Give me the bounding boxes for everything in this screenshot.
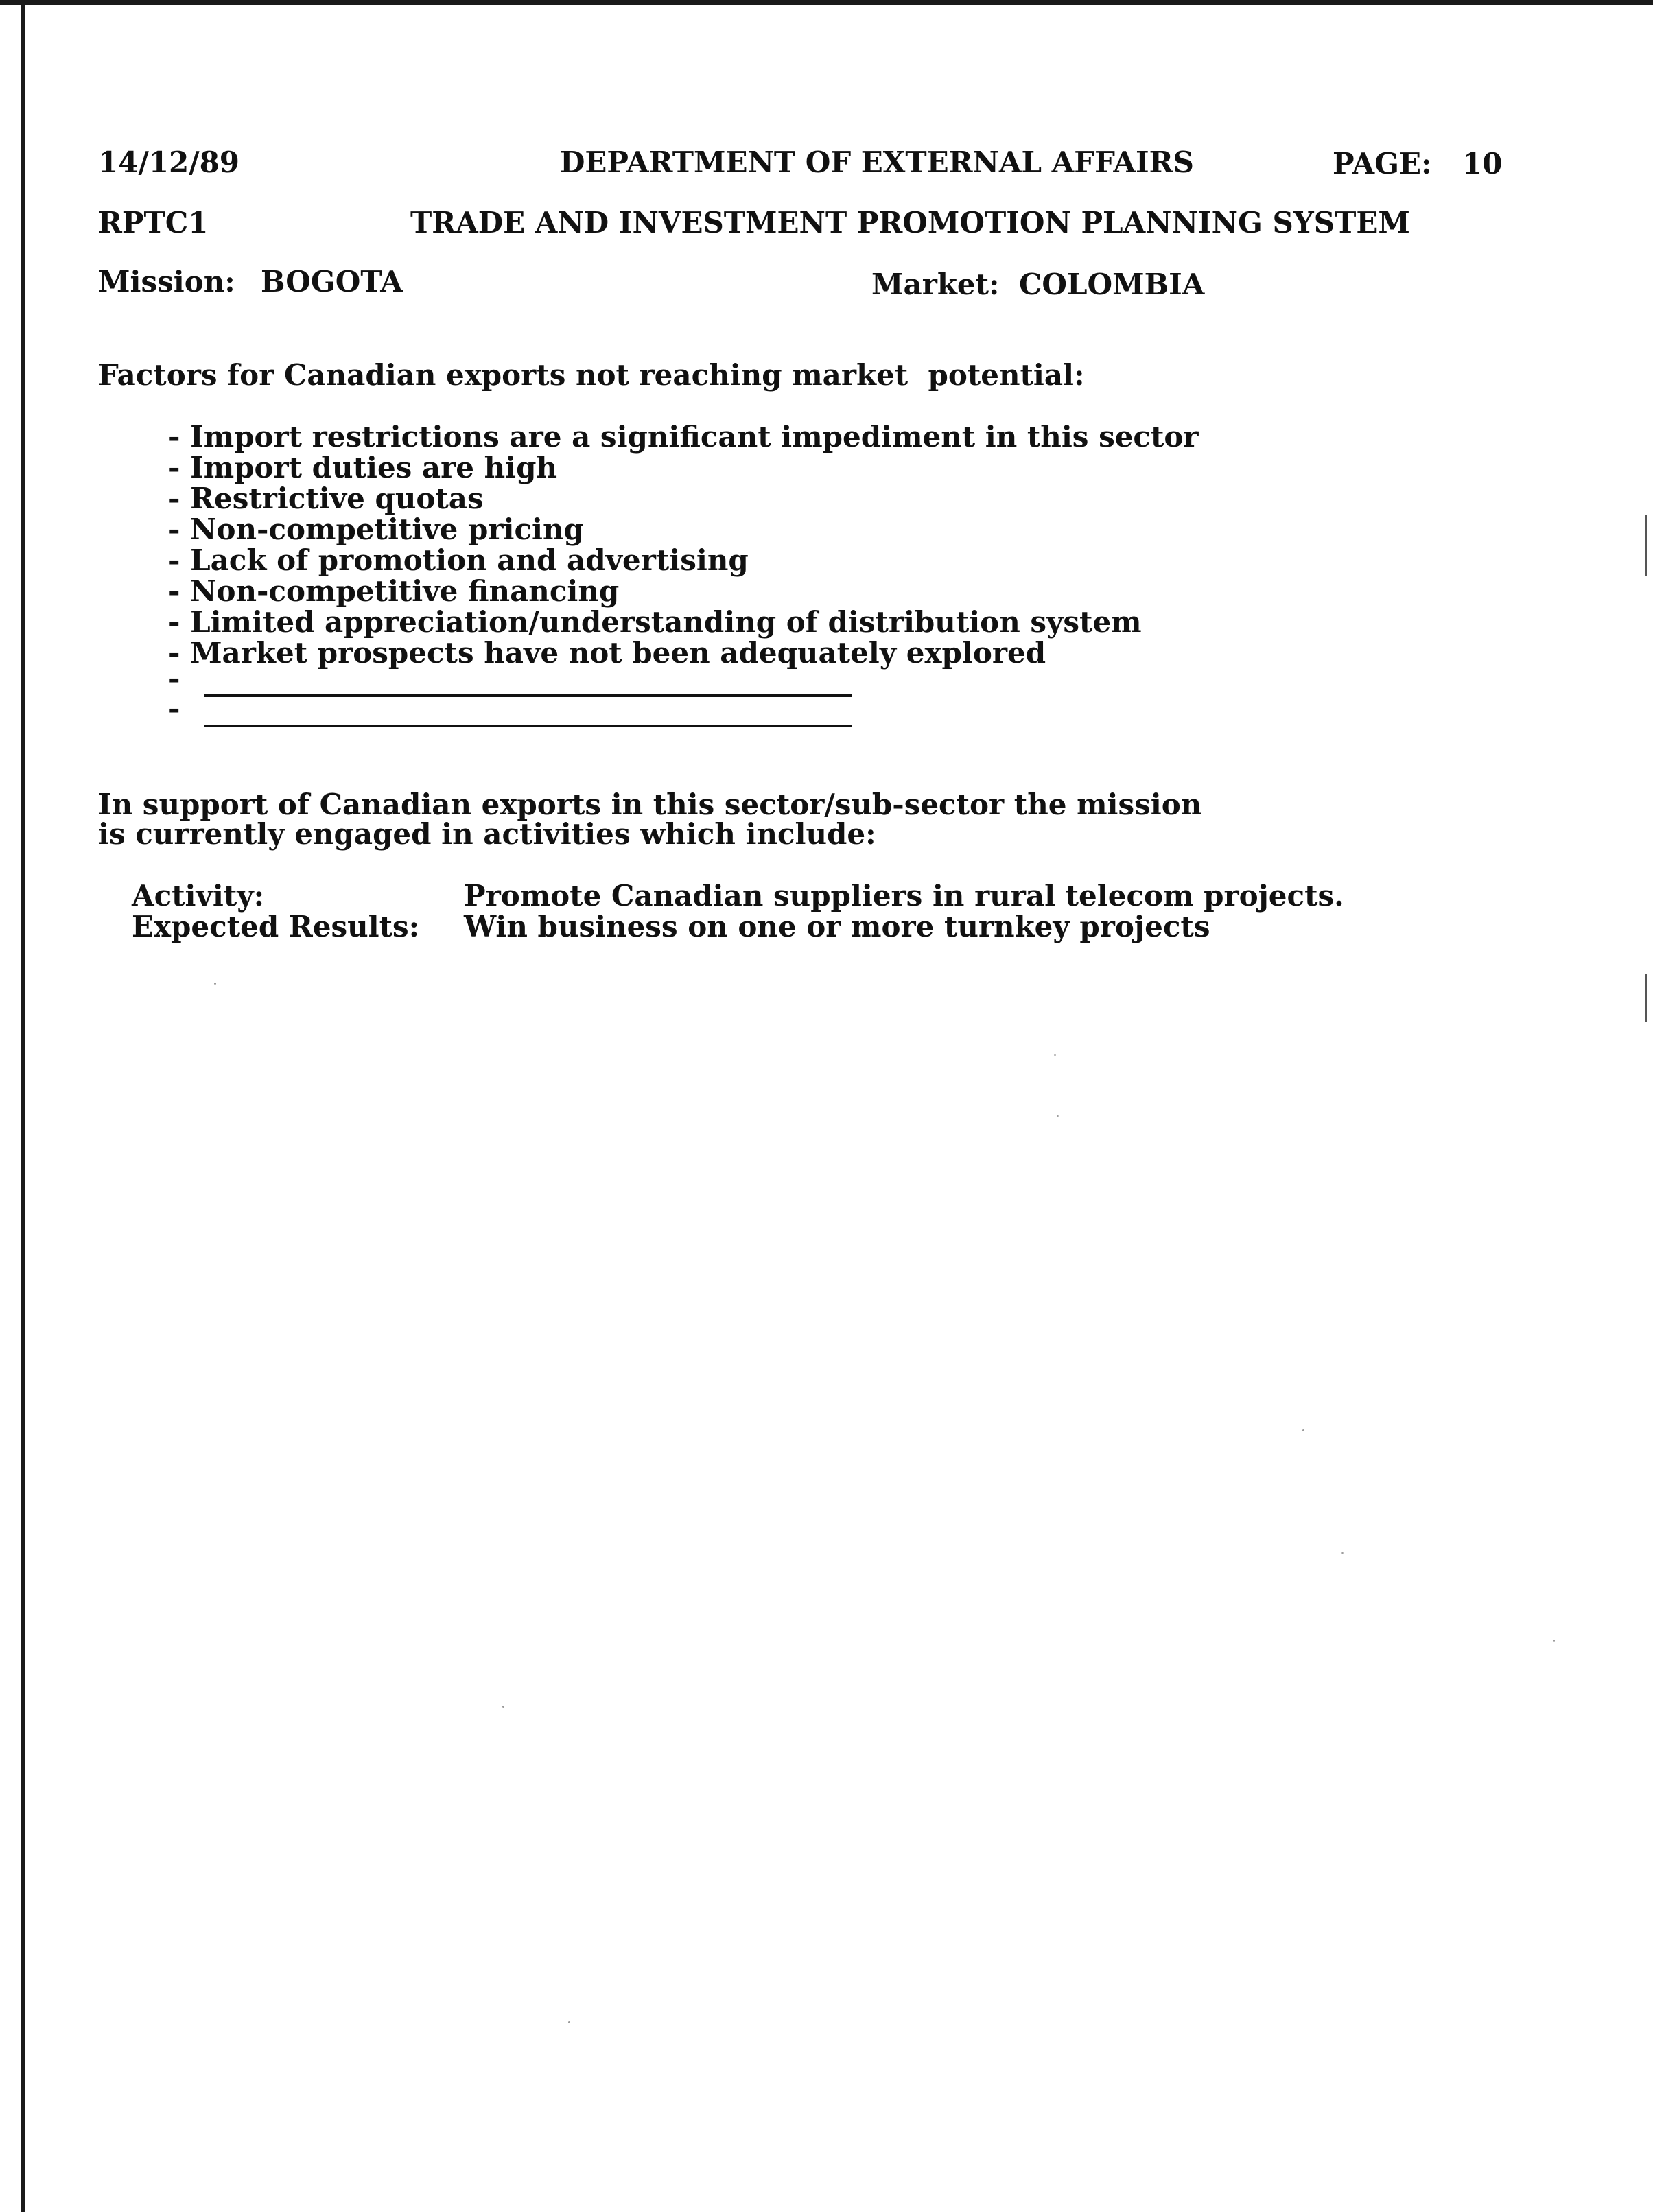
factor-text: Non-competitive pricing — [190, 513, 584, 546]
list-item — [168, 515, 584, 544]
mission-value: BOGOTA — [261, 265, 403, 298]
list-item — [168, 636, 1046, 670]
scan-left-edge — [21, 0, 25, 2212]
scan-speck — [502, 1706, 504, 1708]
item-dash: - — [168, 451, 180, 484]
activity-value: Promote Canadian suppliers in rural telecom projects. — [464, 879, 1344, 913]
system-title: TRADE AND INVESTMENT PROMOTION PLANNING SYSTEM — [410, 206, 1410, 239]
report-code: RPTC1 — [98, 206, 209, 239]
mission-label: Mission: — [98, 265, 235, 298]
item-dash: - — [168, 605, 180, 639]
report-date: 14/12/89 — [98, 145, 240, 179]
support-paragraph-line-1: In support of Canadian exports in this sector/sub-sector the mission — [98, 788, 1202, 821]
item-dash: - — [168, 636, 180, 670]
item-dash: - — [168, 574, 180, 608]
expected-results-value: Win business on one or more turnkey projects — [464, 910, 1210, 943]
blank-line — [204, 725, 852, 727]
factor-text: Market prospects have not been adequately explored — [190, 636, 1046, 670]
list-item — [168, 420, 1199, 454]
scan-right-mark — [1645, 974, 1647, 1022]
department-title: DEPARTMENT OF EXTERNAL AFFAIRS — [560, 145, 1194, 179]
market-label: Market: — [871, 268, 1000, 301]
item-dash: - — [168, 420, 180, 454]
item-dash: - — [168, 543, 180, 577]
expected-results-label: Expected Results: — [132, 910, 420, 943]
factor-text: Limited appreciation/understanding of distribution system — [190, 605, 1142, 639]
page-number: 10 — [1462, 147, 1503, 180]
scan-speck — [1054, 1054, 1056, 1056]
list-item — [168, 451, 558, 484]
scan-speck — [1302, 1429, 1304, 1431]
factors-heading: Factors for Canadian exports not reaching market potential: — [98, 358, 1085, 392]
scan-speck — [214, 983, 216, 985]
factor-text: Lack of promotion and advertising — [190, 543, 749, 577]
support-paragraph-line-2: is currently engaged in activities which include: — [98, 817, 876, 851]
list-item — [168, 484, 484, 513]
scan-right-mark — [1645, 515, 1647, 576]
market-value: COLOMBIA — [1019, 268, 1205, 301]
list-item — [168, 543, 749, 577]
blank-line — [204, 694, 852, 697]
factor-text: Import duties are high — [190, 451, 558, 484]
blank-item-dash: - — [168, 692, 180, 725]
scan-speck — [1341, 1552, 1344, 1554]
scan-speck — [1057, 1115, 1059, 1117]
factor-text: Non-competitive financing — [190, 574, 620, 608]
item-dash: - — [168, 513, 180, 546]
page-label: PAGE: — [1333, 147, 1432, 180]
scan-top-edge — [0, 0, 1653, 5]
list-item — [168, 574, 620, 608]
item-dash: - — [168, 482, 180, 515]
factor-text: Import restrictions are a significant impediment in this sector — [190, 420, 1199, 454]
blank-item-dash: - — [168, 661, 180, 695]
scan-speck — [568, 2021, 570, 2023]
activity-label: Activity: — [132, 879, 265, 913]
scan-speck — [1553, 1640, 1555, 1642]
factor-text: Restrictive quotas — [190, 482, 484, 515]
list-item — [168, 605, 1142, 639]
